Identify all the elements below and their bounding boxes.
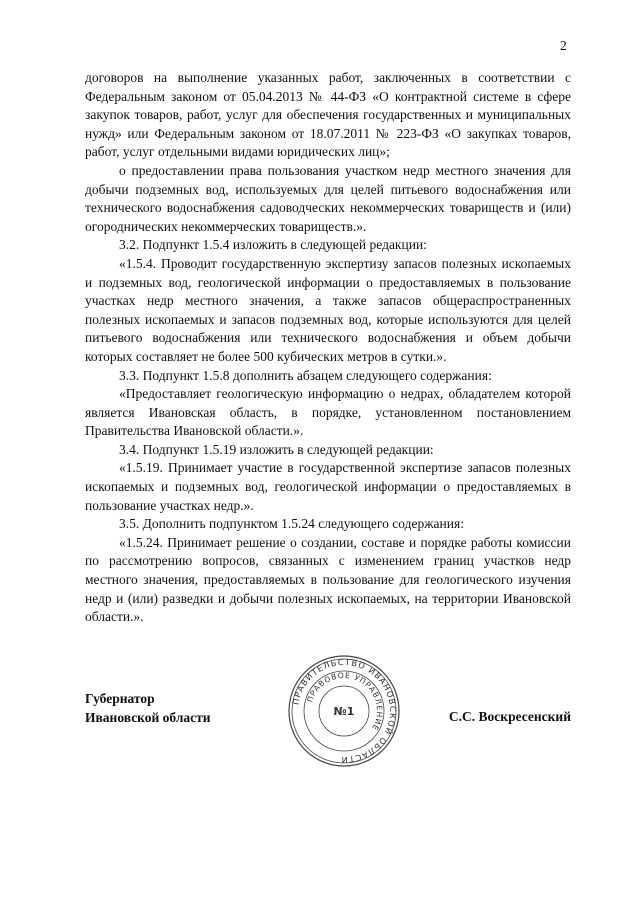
paragraph: «1.5.4. Проводит государственную экспертизу запасов полезных ископаемых и подземных вод, геологической информации о предоставляемых в пользование участках недр местного значения, а также запасов общераспространенных полезных ископаемых и запасов подземных вод, которые используются для целей питьевого водоснабжения или технического водоснабжения и объем добычи которых составляет не более 500 кубических метров в сутки.». [85, 255, 571, 364]
paragraph: 3.2. Подпункт 1.5.4 изложить в следующей редакции: [119, 237, 427, 253]
paragraph: 3.5. Дополнить подпунктом 1.5.24 следующего содержания: [119, 516, 464, 532]
document-body [85, 69, 571, 627]
page-number: 2 [560, 38, 567, 53]
signatory-title-line: Ивановской области [85, 709, 211, 725]
paragraph: 3.3. Подпункт 1.5.8 дополнить абзацем следующего содержания: [119, 367, 492, 383]
signature-block [85, 690, 571, 730]
paragraph: «1.5.24. Принимает решение о создании, составе и порядке работы комиссии по рассмотрению вопросов, связанных с изменением границ участков недр местного значения, предоставляемых в пользование для геологического изучения недр и (или) разведки и добычи полезных ископаемых, на территории Ивановской области.». [85, 534, 571, 625]
paragraph: «Предоставляет геологическую информацию о недрах, обладателем которой является Ивановская область, в порядке, установленном постановлением Правительства Ивановской области.». [85, 386, 571, 439]
signatory-title [85, 690, 211, 727]
signatory-name: С.С. Воскресенский [448, 709, 571, 724]
paragraph: договоров на выполнение указанных работ, заключенных в соответствии с Федеральным законом от 05.04.2013 № 44-ФЗ «О контрактной системе в сфере закупок товаров, работ, услуг для обеспечения государственных и муниципальных нужд» или Федеральным законом от 18.07.2011 № 223-ФЗ «О закупках товаров, работ, услуг отдельными видами юридических лиц»; [85, 70, 571, 160]
seal-center-text: №1 [333, 705, 355, 718]
paragraph: 3.4. Подпункт 1.5.19 изложить в следующей редакции: [119, 441, 434, 457]
paragraph: о предоставлении права пользования участком недр местного значения для добычи подземных вод, используемых для целей питьевого водоснабжения или технического водоснабжения садоводческих некоммерческих товариществ и (или) огороднических некоммерческих товариществ.». [85, 162, 571, 234]
signatory-title-line: Губернатор [85, 691, 155, 706]
seal-outer-text: ПРАВИТЕЛЬСТВО ИВАНОВСКОЙ ОБЛАСТИ [290, 656, 399, 766]
paragraph: «1.5.19. Принимает участие в государственной экспертизе запасов полезных ископаемых и подземных вод, геологической информации о предоставляемых в пользование участках недр.». [85, 460, 571, 513]
seal-inner-text: ПРАВОВОЕ УПРАВЛЕНИЕ [305, 670, 385, 733]
